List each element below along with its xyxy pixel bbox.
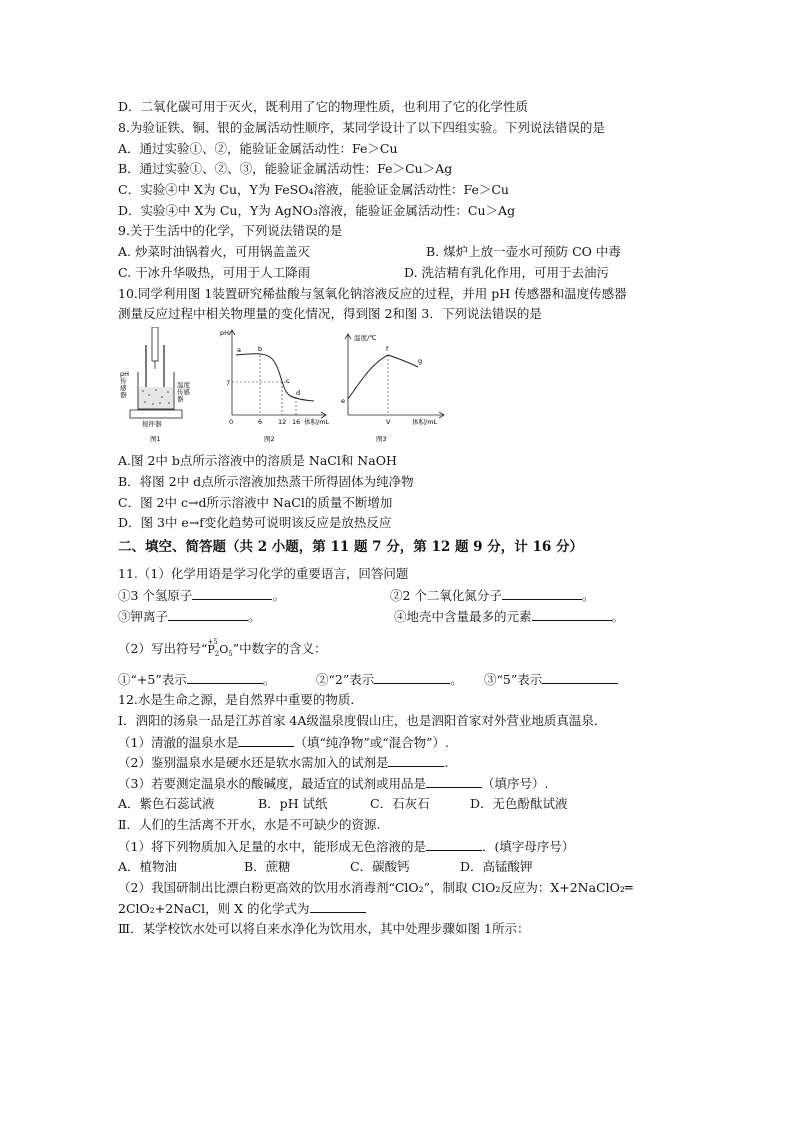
fig2-point-d: d	[296, 389, 301, 397]
fig2-x-tick-6: 6	[258, 418, 263, 426]
q12-part-iii: Ⅲ．某学校饮水处可以将自来水净化为饮用水，其中处理步骤如图 1所示：	[118, 921, 530, 936]
q12-ii-1-blank[interactable]	[426, 838, 482, 851]
formula-mid: O	[219, 643, 229, 656]
q11-item-4: ④地壳中含量最多的元素 。	[394, 609, 625, 624]
q10-stem-2: 测量反应过程中相关物理量的变化情况，得到图 2和图 3．下列说法错误的是	[118, 306, 542, 321]
q12-ii-1-label: （1）将下列物质加入足量的水中，能形成无色溶液的是	[118, 839, 426, 854]
figure-2-ph-curve	[218, 327, 330, 445]
q8-option-b: B．通过实验①、②、③，能验证金属活动性：Fe＞Cu＞Ag	[118, 161, 453, 176]
q10-option-a: A.图 2中 b点所示溶液中的溶质是 NaCl和 NaOH	[118, 453, 397, 468]
q11-item-2: ②2 个二氧化氮分子 。	[390, 588, 595, 603]
q11-part-2-label: （2）写出符号“	[118, 641, 208, 656]
q11-sub-2-label: ②“2”表示	[316, 672, 375, 687]
fig2-x-tick-16: 16	[292, 418, 301, 426]
q12-i-3-label-end: （填序号）.	[481, 776, 549, 791]
fig2-point-c: c	[286, 377, 290, 385]
fig2-x-label: 体积/mL	[304, 418, 330, 426]
q12-ii-2-blank[interactable]	[310, 900, 366, 913]
fig1-temp-label-1: 温度	[177, 381, 190, 389]
q12-i-3-option-c: C．石灰石	[370, 796, 430, 811]
q9-option-d: D. 洗洁精有乳化作用，可用于去油污	[404, 265, 610, 280]
q8-option-a: A．通过实验①、②，能验证金属活动性：Fe＞Cu	[118, 141, 398, 156]
fig2-y-label: pH	[220, 329, 230, 337]
q12-ii-1	[118, 838, 574, 855]
q11-item-1-label: ①3 个氢原子	[118, 588, 193, 603]
q12-i-3	[118, 775, 548, 792]
q11-item-3-label: ③钾离子	[118, 609, 169, 624]
q9-stem: 9.关于生活中的化学，下列说法错误的是	[118, 223, 343, 238]
q9-option-a: A. 炒菜时油锅着火，可用锅盖盖灭	[118, 244, 310, 259]
fig3-x-label: 体积/mL	[412, 418, 438, 426]
q11-item-1-blank[interactable]	[192, 587, 272, 600]
fig3-caption: 图3	[376, 435, 387, 443]
q11-sub-2: ②“2”表示 。	[316, 672, 463, 687]
q7-option-d: D．二氧化碳可用于灭火，既利用了它的物理性质，也利用了它的化学性质	[118, 99, 529, 114]
formula-sub-2: 5	[228, 650, 233, 659]
figure-1-apparatus	[118, 327, 208, 445]
q12-i-2-label: （2）鉴别温泉水是硬水还是软水需加入的试剂是	[118, 755, 389, 770]
q11-part-2-label-end: ”中数字的含义：	[232, 641, 327, 656]
q12-ii-1-option-c: C．碳酸钙	[350, 859, 410, 874]
chemical-formula	[207, 640, 232, 662]
q10-stem-1: 10.同学利用图 1装置研究稀盐酸与氢氧化钠溶液反应的过程，并用 pH 传感器和温度传感器	[118, 286, 627, 301]
q11-sub-1-label: ①“+5”表示	[118, 672, 187, 687]
q11-item-3: ③钾离子 。	[118, 609, 261, 624]
q12-ii-2: （2）我国研制出比漂白粉更高效的饮用水消毒剂“ClO₂”，制取 ClO₂反应为：X+2NaClO₂═	[118, 880, 633, 895]
q12-ii-1-option-b: B．蔗糖	[244, 859, 291, 874]
fig2-caption: 图2	[264, 435, 275, 443]
fig2-x-tick-12: 12	[278, 418, 287, 426]
fig3-x-tick-v: V	[386, 418, 391, 426]
q10-option-c: C．图 2中 c→d所示溶液中 NaCl的质量不断增加	[118, 495, 393, 510]
q12-i-1	[118, 734, 449, 751]
q12-i-1-blank[interactable]	[238, 734, 294, 747]
q10-option-d: D．图 3中 e→f变化趋势可说明该反应是放热反应	[118, 515, 392, 530]
q11-item-1: ①3 个氢原子 。	[118, 588, 285, 603]
q12-i-3-blank[interactable]	[426, 775, 482, 788]
section-2-heading: 二、填空、简答题（共 2 小题，第 11 题 7 分，第 12 题 9 分，计 16 分）	[118, 539, 583, 555]
q12-i-1-label-end: （填“纯净物”或“混合物”）.	[294, 735, 450, 750]
q11-item-2-blank[interactable]	[502, 587, 582, 600]
formula-base: P	[207, 643, 215, 656]
q11-part-2	[118, 640, 327, 662]
q12-i-2: （2）鉴别温泉水是硬水还是软水需加入的试剂是 .	[118, 755, 449, 770]
q12-stem: 12.水是生命之源，是自然界中重要的物质．	[118, 692, 363, 707]
q12-i-3-label: （3）若要测定温泉水的酸碱度，最适宜的试剂或用品是	[118, 776, 426, 791]
fig3-point-f: f	[386, 345, 389, 353]
q11-item-4-blank[interactable]	[532, 608, 612, 621]
q12-part-i: Ⅰ．泗阳的汤泉一品是江苏首家 4A级温泉度假山庄，也是泗阳首家对外营业地质真温泉．	[118, 713, 607, 728]
q11-sub-3-blank[interactable]	[542, 671, 618, 684]
q12-ii-2-cont-label: 2ClO₂+2NaCl，则 X 的化学式为	[118, 901, 310, 916]
fig2-y-tick-7: 7	[226, 379, 231, 387]
fig2-x-tick-0: 0	[229, 418, 234, 426]
q12-i-2-blank[interactable]	[388, 754, 444, 767]
q11-sub-1-blank[interactable]	[187, 671, 263, 684]
fig3-y-label: 温度/℃	[354, 334, 377, 342]
q9-option-c: C. 干冰升华吸热，可用于人工降雨	[118, 265, 311, 280]
q12-ii-1-option-d: D．高锰酸钾	[460, 859, 533, 874]
q12-i-3-option-d: D．无色酚酞试液	[470, 796, 568, 811]
fig1-ph-label-2: 传	[120, 377, 127, 385]
q11-item-4-label: ④地壳中含量最多的元素	[394, 609, 532, 624]
q10-option-b: B．将图 2中 d点所示溶液加热蒸干所得固体为纯净物	[118, 474, 414, 489]
q12-i-3-option-b: B．pH 试纸	[258, 796, 328, 811]
q12-part-ii: Ⅱ．人们的生活离不开水，水是不可缺少的资源.	[118, 817, 381, 832]
fig1-ph-label-1: pH	[120, 370, 130, 378]
q11-sub-1: ①“+5”表示 。	[118, 672, 276, 687]
q8-option-d: D．实验④中 X为 Cu，Y为 AgNO₃溶液，能验证金属活动性：Cu＞Ag	[118, 203, 516, 218]
fig1-temp-label-2: 传感	[177, 388, 190, 396]
fig3-point-g: g	[418, 357, 423, 365]
q12-i-1-label: （1）清澈的温泉水是	[118, 735, 239, 750]
q11-item-2-label: ②2 个二氧化氮分子	[390, 588, 502, 603]
q11-sub-3-label: ③“5”表示	[484, 672, 543, 687]
fig1-ph-label-4: 器	[120, 391, 127, 399]
fig2-point-b: b	[258, 345, 263, 353]
fig1-ph-label-3: 感	[120, 384, 127, 392]
q12-ii-1-label-end: ．(填字母序号）	[481, 839, 575, 854]
fig1-temp-label-3: 器	[177, 395, 184, 403]
formula-sub-1: 2	[214, 650, 220, 659]
q8-stem: 8.为验证铁、铜、银的金属活动性顺序，某同学设计了以下四组实验。下列说法错误的是	[118, 120, 605, 135]
q9-option-b: B. 煤炉上放一壶水可预防 CO 中毒	[426, 244, 621, 259]
q11-sub-3	[484, 671, 618, 688]
figure-3-temperature-curve	[340, 327, 448, 445]
q12-i-3-option-a: A．紫色石蕊试液	[118, 796, 215, 811]
q12-ii-1-option-a: A．植物油	[118, 859, 178, 874]
q11-sub-2-blank[interactable]	[374, 671, 450, 684]
q11-stem: 11.（1）化学用语是学习化学的重要语言，回答问题	[118, 566, 409, 581]
q8-option-c: C．实验④中 X为 Cu，Y为 FeSO₄溶液，能验证金属活动性：Fe＞Cu	[118, 182, 509, 197]
q12-ii-2-cont	[118, 900, 366, 917]
formula-valence: +5	[207, 638, 218, 646]
fig3-point-e: e	[341, 397, 345, 405]
q11-item-3-blank[interactable]	[168, 608, 248, 621]
fig2-point-a: a	[237, 346, 241, 354]
fig1-stirrer-label: 搅拌器	[142, 420, 162, 428]
fig1-caption: 图1	[150, 435, 161, 443]
